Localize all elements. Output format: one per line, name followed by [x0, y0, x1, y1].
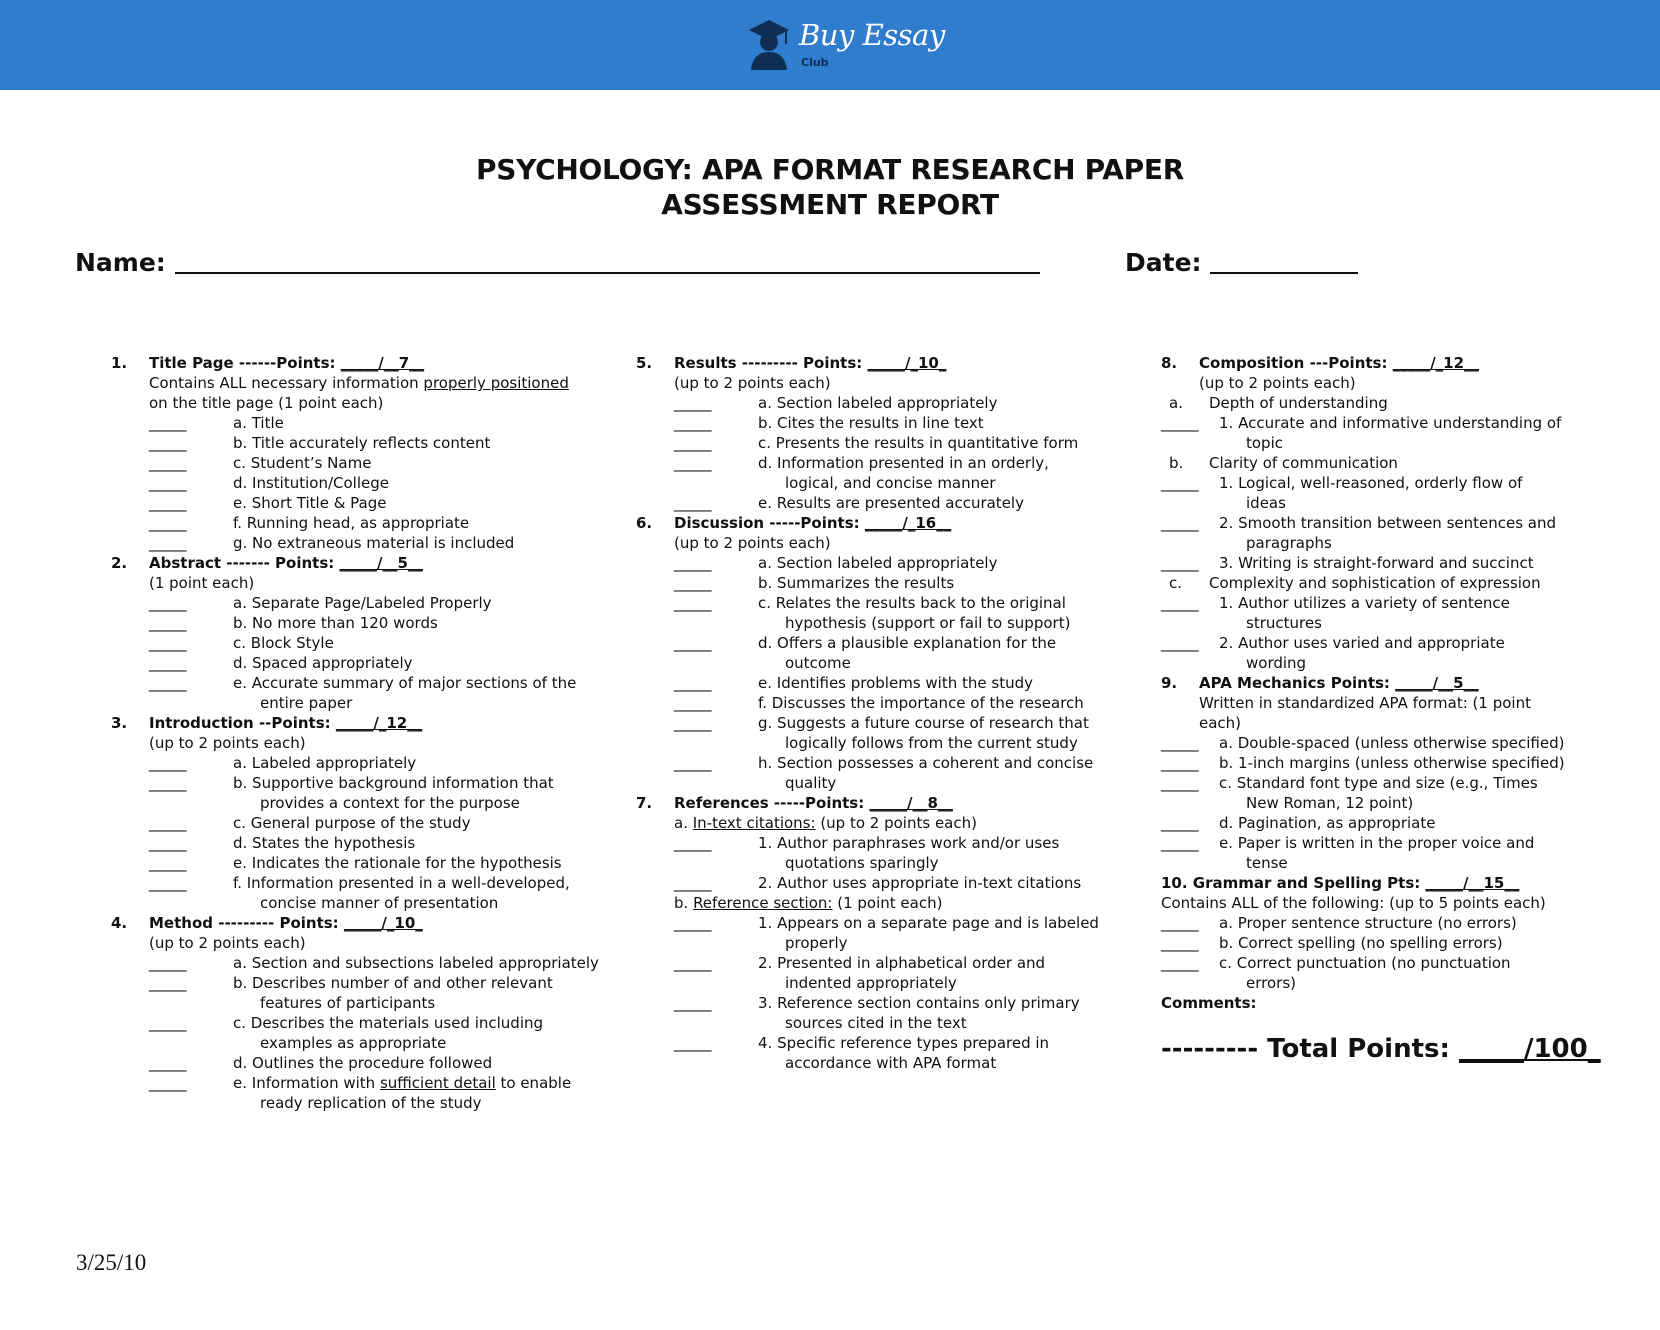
criterion-row[interactable] [149, 413, 611, 433]
criterion-continuation: indented appropriately [785, 974, 957, 992]
criterion-label: 1. Logical, well-reasoned, orderly flow of [1219, 474, 1523, 492]
score-blank[interactable]: _____ [674, 754, 712, 772]
section-heading [674, 353, 1106, 373]
score-blank[interactable]: _____ [1161, 414, 1199, 432]
date-input-line[interactable] [1210, 248, 1358, 274]
score-blank[interactable]: _____ [1161, 554, 1199, 572]
total-points [1161, 1034, 1601, 1064]
section-heading [149, 913, 611, 933]
criterion-label: c. Student’s Name [233, 454, 372, 472]
criterion-label: e. Short Title & Page [233, 494, 387, 512]
score-blank[interactable]: _____ [149, 874, 187, 892]
criterion-label: d. Information presented in an orderly, [758, 454, 1049, 472]
score-blank[interactable]: _____ [149, 774, 187, 792]
section-number: 6. [636, 514, 653, 532]
section-abstract [111, 553, 611, 713]
criterion-row[interactable] [1161, 773, 1581, 793]
section-intro-2: each) [1199, 714, 1242, 732]
subgroup-heading [1161, 453, 1581, 473]
name-label: Name: [75, 248, 166, 277]
criterion-continuation: topic [1246, 434, 1283, 452]
score-blank[interactable]: _____ [674, 574, 712, 592]
score-blank[interactable]: _____ [149, 954, 187, 972]
section-intro: (1 point each) [149, 574, 255, 592]
criterion-label: 2. Author uses appropriate in-text citations [758, 874, 1082, 892]
criterion-underlined: sufficient detail [379, 1074, 496, 1092]
criterion-label: a. Double-spaced (unless otherwise specified) [1219, 734, 1565, 752]
score-blank[interactable]: _____ [674, 674, 712, 692]
criterion-row[interactable] [674, 393, 1106, 413]
criterion-label: 1. Accurate and informative understanding of [1219, 414, 1562, 432]
score-blank[interactable]: _____ [149, 1054, 187, 1072]
section-intro: (up to 2 points each) [674, 534, 831, 552]
points-score[interactable]: _____/__8__ [869, 794, 953, 812]
criterion-label: c. Presents the results in quantitative form [758, 434, 1079, 452]
criterion-row[interactable] [674, 1033, 1106, 1053]
criterion-row[interactable] [149, 773, 611, 793]
criterion-label-end: to enable [495, 1074, 572, 1092]
criterion-label: a. Section labeled appropriately [758, 394, 998, 412]
section-heading-label: Method --------- Points: [149, 914, 339, 932]
score-blank[interactable]: _____ [1161, 834, 1199, 852]
criterion-row[interactable] [1161, 933, 1581, 953]
criterion-row[interactable] [1161, 913, 1581, 933]
score-blank[interactable]: _____ [674, 414, 712, 432]
criterion-label: b. 1-inch margins (unless otherwise specified) [1219, 754, 1565, 772]
score-blank[interactable]: _____ [149, 474, 187, 492]
score-blank[interactable]: _____ [149, 634, 187, 652]
criterion-row[interactable] [149, 453, 611, 473]
comments-label: Comments: [1161, 994, 1257, 1012]
criterion-row[interactable] [674, 953, 1106, 973]
criterion-row[interactable] [149, 1053, 611, 1073]
criterion-row[interactable] [149, 753, 611, 773]
criterion-continuation: paragraphs [1246, 534, 1332, 552]
criterion-row[interactable] [674, 633, 1106, 653]
criterion-row[interactable] [149, 613, 611, 633]
criterion-label: c. Standard font type and size (e.g., Times [1219, 774, 1538, 792]
criterion-row[interactable] [149, 953, 611, 973]
section-heading [1199, 353, 1581, 373]
criterion-label: f. Information presented in a well-developed, [233, 874, 570, 892]
criterion-label: d. States the hypothesis [233, 834, 416, 852]
name-field-row [75, 248, 1040, 277]
criterion-row[interactable] [674, 993, 1106, 1013]
section-number: 8. [1161, 354, 1178, 372]
score-blank[interactable]: _____ [149, 434, 187, 452]
section-introduction [111, 713, 611, 913]
section-intro: Written in standardized APA format: (1 point [1199, 694, 1531, 712]
criterion-label: 1. Author paraphrases work and/or uses [758, 834, 1060, 852]
score-blank[interactable]: _____ [149, 534, 187, 552]
subgroup-letter: c. [1169, 574, 1183, 592]
section-method [111, 913, 611, 1113]
criterion-row[interactable] [149, 633, 611, 653]
criterion-continuation: examples as appropriate [260, 1034, 447, 1052]
criterion-row[interactable] [674, 453, 1106, 473]
criterion-continuation: features of participants [260, 994, 436, 1012]
score-blank[interactable]: _____ [674, 954, 712, 972]
criterion-row[interactable] [149, 1073, 611, 1093]
brand-name: Buy Essay [799, 18, 945, 52]
subgroup-heading [674, 893, 1106, 913]
score-blank[interactable]: _____ [1161, 474, 1199, 492]
score-blank[interactable]: _____ [674, 494, 712, 512]
section-intro-2: on the title page (1 point each) [149, 394, 384, 412]
criterion-label: 2. Author uses varied and appropriate [1219, 634, 1505, 652]
subgroup-letter: b. [1169, 454, 1184, 472]
score-blank[interactable]: _____ [1161, 634, 1199, 652]
criterion-continuation: hypothesis (support or fail to support) [785, 614, 1071, 632]
score-blank[interactable]: _____ [149, 1074, 187, 1092]
criterion-row[interactable] [1161, 513, 1581, 533]
section-heading-label: Title Page ------Points: [149, 354, 336, 372]
section-discussion [636, 513, 1106, 793]
score-blank[interactable]: _____ [149, 494, 187, 512]
score-blank[interactable]: _____ [149, 754, 187, 772]
criterion-label: 2. Presented in alphabetical order and [758, 954, 1046, 972]
criterion-row[interactable] [149, 433, 611, 453]
subgroup-title: In-text citations: [692, 814, 816, 832]
date-label: Date: [1125, 248, 1202, 277]
score-blank[interactable]: _____ [1161, 814, 1199, 832]
criterion-continuation: sources cited in the text [785, 1014, 967, 1032]
subgroup-title: Clarity of communication [1209, 454, 1398, 472]
criterion-row[interactable] [1161, 833, 1581, 853]
section-intro: (up to 2 points each) [149, 734, 306, 752]
section-number: 2. [111, 554, 128, 572]
score-blank[interactable]: _____ [1161, 594, 1199, 612]
section-number: 9. [1161, 674, 1178, 692]
criterion-label: b. Summarizes the results [758, 574, 955, 592]
score-blank[interactable]: _____ [1161, 774, 1199, 792]
brand-logo[interactable] [745, 16, 945, 76]
criterion-row[interactable] [149, 493, 611, 513]
criterion-label: a. Title [233, 414, 284, 432]
subgroup-letter: a. [674, 814, 693, 832]
section-heading [1199, 673, 1581, 693]
score-blank[interactable]: _____ [674, 434, 712, 452]
section-heading-label: Results --------- Points: [674, 354, 863, 372]
graduate-icon [745, 16, 793, 72]
criterion-label: g. Suggests a future course of research that [758, 714, 1089, 732]
criterion-label: a. Section and subsections labeled appropriately [233, 954, 599, 972]
subgroup-title: Complexity and sophistication of expression [1209, 574, 1541, 592]
score-blank[interactable]: _____ [674, 994, 712, 1012]
criterion-continuation: provides a context for the purpose [260, 794, 520, 812]
date-field-row [1125, 248, 1358, 277]
subgroup-title: Reference section: [693, 894, 833, 912]
criterion-label: d. Outlines the procedure followed [233, 1054, 493, 1072]
criterion-row[interactable] [149, 1013, 611, 1033]
criterion-label: a. Proper sentence structure (no errors) [1219, 914, 1517, 932]
score-blank[interactable]: _____ [149, 614, 187, 632]
criterion-label: a. Labeled appropriately [233, 754, 417, 772]
section-heading-label: Introduction --Points: [149, 714, 331, 732]
score-blank[interactable]: _____ [1161, 954, 1199, 972]
header-banner [0, 0, 1660, 90]
points-score[interactable]: _____/__15__ [1425, 874, 1520, 892]
criterion-continuation: properly [785, 934, 848, 952]
criterion-row[interactable] [149, 673, 611, 693]
criterion-label: c. Relates the results back to the original [758, 594, 1066, 612]
criterion-row[interactable] [149, 813, 611, 833]
score-blank[interactable]: _____ [149, 654, 187, 672]
points-score[interactable]: _____/_10_ [343, 914, 423, 932]
criterion-row[interactable] [674, 673, 1106, 693]
criterion-continuation: quotations sparingly [785, 854, 939, 872]
criterion-label: e. Information with [233, 1074, 380, 1092]
score-blank[interactable]: _____ [149, 414, 187, 432]
section-heading-label: Abstract ------- Points: [149, 554, 335, 572]
brand-subtitle: Club [801, 56, 829, 69]
criterion-row[interactable] [149, 533, 611, 553]
criterion-row[interactable] [149, 513, 611, 533]
section-heading [674, 793, 1106, 813]
criterion-continuation: structures [1246, 614, 1322, 632]
criterion-continuation: concise manner of presentation [260, 894, 499, 912]
section-heading [1161, 873, 1581, 893]
criterion-row[interactable] [1161, 553, 1581, 573]
score-blank[interactable]: _____ [149, 814, 187, 832]
section-number: 5. [636, 354, 653, 372]
criterion-row[interactable] [674, 753, 1106, 773]
rubric-column-2 [636, 353, 1106, 1073]
score-blank[interactable]: _____ [149, 854, 187, 872]
criterion-label: b. No more than 120 words [233, 614, 438, 632]
score-blank[interactable]: _____ [674, 914, 712, 932]
section-number: 7. [636, 794, 653, 812]
criterion-label: f. Discusses the importance of the research [758, 694, 1084, 712]
intro-text: Contains ALL necessary information [149, 374, 424, 392]
criterion-row[interactable] [149, 973, 611, 993]
score-blank[interactable]: _____ [1161, 914, 1199, 932]
criterion-label: c. Describes the materials used including [233, 1014, 544, 1032]
section-references [636, 793, 1106, 1073]
points-score[interactable]: _____/_10_ [867, 354, 947, 372]
criterion-label: d. Offers a plausible explanation for the [758, 634, 1057, 652]
criterion-continuation: outcome [785, 654, 851, 672]
rubric-column-3 [1161, 353, 1601, 1064]
criterion-label: 4. Specific reference types prepared in [758, 1034, 1050, 1052]
page-title: PSYCHOLOGY: APA FORMAT RESEARCH PAPER [476, 153, 1184, 186]
score-blank[interactable]: _____ [674, 694, 712, 712]
subgroup-note: (1 point each) [832, 894, 943, 912]
subgroup-title: Depth of understanding [1209, 394, 1388, 412]
criterion-row[interactable] [1161, 633, 1581, 653]
score-blank[interactable]: _____ [674, 454, 712, 472]
section-heading [674, 513, 1106, 533]
subgroup-letter: a. [1169, 394, 1183, 412]
score-blank[interactable]: _____ [149, 514, 187, 532]
score-blank[interactable]: _____ [674, 394, 712, 412]
criterion-row[interactable] [674, 553, 1106, 573]
rubric-column-1 [111, 353, 611, 1113]
criterion-row[interactable] [149, 473, 611, 493]
criterion-label: 1. Appears on a separate page and is labeled [758, 914, 1099, 932]
score-blank[interactable]: _____ [674, 834, 712, 852]
criterion-continuation: New Roman, 12 point) [1246, 794, 1414, 812]
criterion-continuation: quality [785, 774, 837, 792]
criterion-row[interactable] [674, 593, 1106, 613]
section-apa-mechanics [1161, 673, 1581, 733]
total-label: --------- Total Points: [1161, 1034, 1459, 1064]
score-blank[interactable]: _____ [1161, 754, 1199, 772]
section-composition [1161, 353, 1581, 393]
criterion-row[interactable] [674, 413, 1106, 433]
criterion-continuation: wording [1246, 654, 1307, 672]
criterion-label: h. Section possesses a coherent and concise [758, 754, 1094, 772]
score-blank[interactable]: _____ [149, 674, 187, 692]
criterion-label: 2. Smooth transition between sentences and [1219, 514, 1557, 532]
intro-underlined: properly positioned [423, 374, 569, 392]
section-intro: (up to 2 points each) [674, 374, 831, 392]
criterion-label: 3. Writing is straight-forward and succinct [1219, 554, 1534, 572]
criterion-row[interactable] [1161, 593, 1581, 613]
criterion-row[interactable] [1161, 813, 1581, 833]
criterion-continuation: entire paper [260, 694, 353, 712]
criterion-label: e. Paper is written in the proper voice and [1219, 834, 1535, 852]
criterion-row[interactable] [674, 433, 1106, 453]
criterion-label: b. Correct spelling (no spelling errors) [1219, 934, 1503, 952]
subgroup-heading [674, 813, 1106, 833]
score-blank[interactable]: _____ [149, 974, 187, 992]
criterion-row[interactable] [149, 873, 611, 893]
criterion-continuation: accordance with APA format [785, 1054, 997, 1072]
criterion-continuation: errors) [1246, 974, 1296, 992]
criterion-row[interactable] [674, 873, 1106, 893]
criterion-label: a. Section labeled appropriately [758, 554, 998, 572]
criterion-continuation: logical, and concise manner [785, 474, 996, 492]
section-heading-label: References -----Points: [674, 794, 865, 812]
criterion-continuation: ready replication of the study [260, 1094, 482, 1112]
criterion-row[interactable] [674, 693, 1106, 713]
points-score[interactable]: _____/__5__ [1395, 674, 1479, 692]
criterion-row[interactable] [149, 833, 611, 853]
section-heading [149, 553, 611, 573]
criterion-row[interactable] [1161, 753, 1581, 773]
score-blank[interactable]: _____ [1161, 514, 1199, 532]
criterion-row[interactable] [149, 853, 611, 873]
criterion-row[interactable] [149, 653, 611, 673]
criterion-continuation: tense [1246, 854, 1288, 872]
section-grammar-spelling [1161, 873, 1581, 913]
criterion-label: a. Separate Page/Labeled Properly [233, 594, 492, 612]
score-blank[interactable]: _____ [674, 554, 712, 572]
section-number: 1. [111, 354, 128, 372]
criterion-label: e. Identifies problems with the study [758, 674, 1033, 692]
criterion-label: b. Supportive background information that [233, 774, 554, 792]
criterion-label: c. Correct punctuation (no punctuation [1219, 954, 1511, 972]
section-intro: Contains ALL of the following: (up to 5 points each) [1161, 894, 1546, 912]
score-blank[interactable]: _____ [149, 594, 187, 612]
criterion-row[interactable] [674, 713, 1106, 733]
criterion-continuation: ideas [1246, 494, 1286, 512]
criterion-label: d. Spaced appropriately [233, 654, 413, 672]
criterion-label: b. Title accurately reflects content [233, 434, 491, 452]
score-blank[interactable]: _____ [1161, 934, 1199, 952]
section-number: 4. [111, 914, 128, 932]
subgroup-heading [1161, 393, 1581, 413]
section-number: 3. [111, 714, 128, 732]
subgroup-heading [1161, 573, 1581, 593]
criterion-label: e. Indicates the rationale for the hypothesis [233, 854, 562, 872]
points-score[interactable]: _____/__5__ [339, 554, 423, 572]
criterion-row[interactable] [674, 493, 1106, 513]
criterion-label: e. Results are presented accurately [758, 494, 1024, 512]
page-subtitle: ASSESSMENT REPORT [661, 188, 999, 221]
criterion-label: c. General purpose of the study [233, 814, 471, 832]
name-input-line[interactable] [175, 248, 1040, 274]
section-intro: (up to 2 points each) [149, 934, 306, 952]
criterion-row[interactable] [1161, 733, 1581, 753]
footer-date: 3/25/10 [76, 1250, 147, 1275]
criterion-label: 3. Reference section contains only primary [758, 994, 1080, 1012]
subgroup-note: (up to 2 points each) [815, 814, 977, 832]
section-results [636, 353, 1106, 513]
criterion-label: c. Block Style [233, 634, 334, 652]
criterion-row[interactable] [674, 913, 1106, 933]
criterion-row[interactable] [1161, 413, 1581, 433]
section-heading [149, 353, 611, 373]
score-blank[interactable]: _____ [1161, 734, 1199, 752]
criterion-label: e. Accurate summary of major sections of the [233, 674, 577, 692]
score-blank[interactable]: _____ [149, 834, 187, 852]
criterion-label: d. Institution/College [233, 474, 389, 492]
criterion-label: d. Pagination, as appropriate [1219, 814, 1436, 832]
criterion-label: 1. Author utilizes a variety of sentence [1219, 594, 1510, 612]
section-heading-label: Composition ---Points: [1199, 354, 1388, 372]
criterion-row[interactable] [674, 573, 1106, 593]
criterion-label: b. Describes number of and other relevant [233, 974, 553, 992]
section-heading-label: Discussion -----Points: [674, 514, 860, 532]
points-score[interactable]: _____/_16__ [864, 514, 952, 532]
section-intro: (up to 2 points each) [1199, 374, 1356, 392]
criterion-continuation: logically follows from the current study [785, 734, 1078, 752]
subgroup-letter: b. [674, 894, 694, 912]
score-blank[interactable]: _____ [149, 1014, 187, 1032]
total-score[interactable]: _____/100_ [1458, 1034, 1601, 1064]
section-title-page [111, 353, 611, 553]
criterion-row[interactable] [1161, 473, 1581, 493]
score-blank[interactable]: _____ [674, 874, 712, 892]
criterion-label: g. No extraneous material is included [233, 534, 515, 552]
criterion-label: f. Running head, as appropriate [233, 514, 470, 532]
section-heading [149, 713, 611, 733]
score-blank[interactable]: _____ [674, 714, 712, 732]
section-heading-label: APA Mechanics Points: [1199, 674, 1390, 692]
criterion-row[interactable] [674, 833, 1106, 853]
criterion-row[interactable] [1161, 953, 1581, 973]
points-score[interactable]: _____/__7__ [340, 354, 425, 372]
score-blank[interactable]: _____ [674, 634, 712, 652]
score-blank[interactable]: _____ [149, 454, 187, 472]
section-intro [149, 373, 611, 393]
criterion-label: b. Cites the results in line text [758, 414, 984, 432]
score-blank[interactable]: _____ [674, 594, 712, 612]
criterion-row[interactable] [149, 593, 611, 613]
points-score[interactable]: _____/_12__ [335, 714, 423, 732]
section-heading-label: 10. Grammar and Spelling Pts: [1161, 874, 1421, 892]
score-blank[interactable]: _____ [674, 1034, 712, 1052]
points-score[interactable]: _____/_12__ [1392, 354, 1480, 372]
